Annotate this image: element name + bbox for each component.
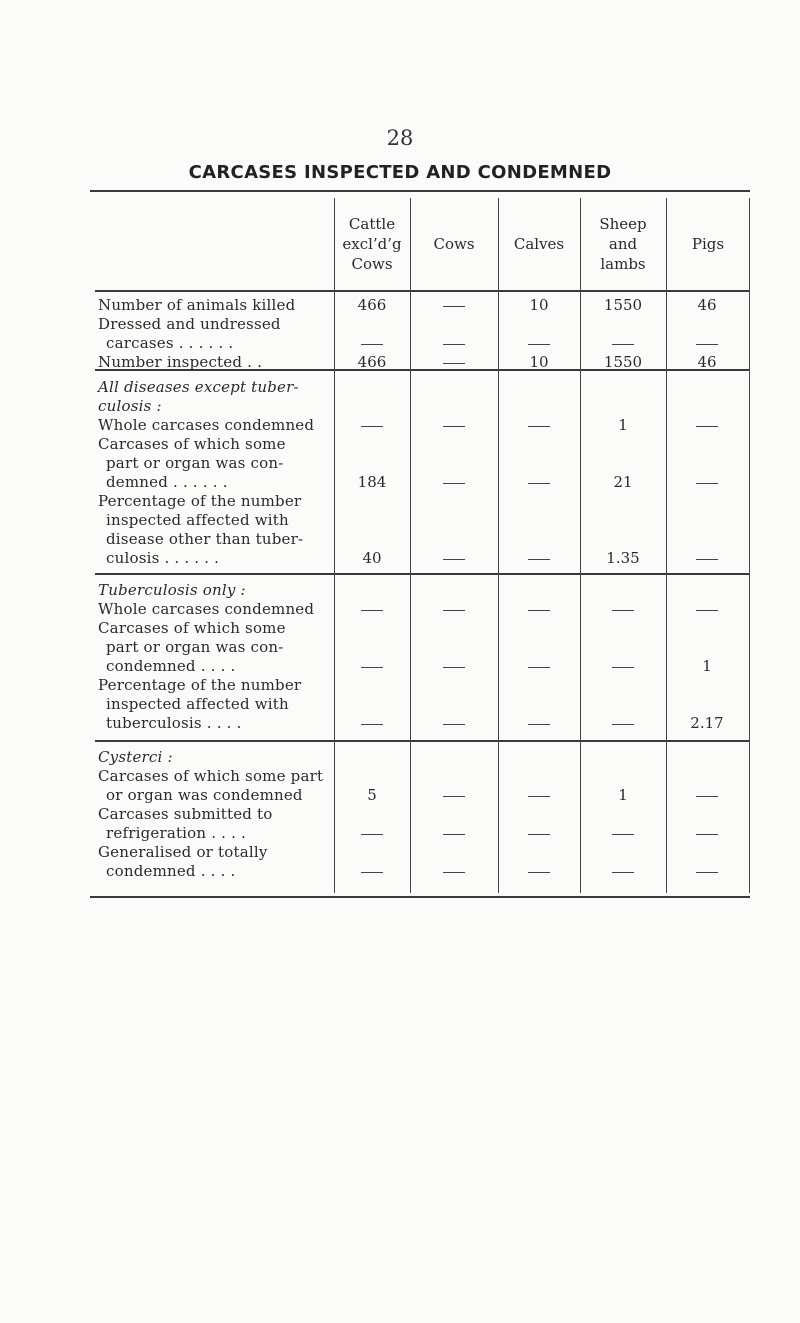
table-cell: 40 — [362, 549, 382, 567]
table-cell — [499, 714, 579, 733]
row-label: part or organ was con- — [106, 454, 284, 472]
table-cell — [583, 600, 663, 619]
empty-dash — [612, 667, 634, 668]
table-cell — [414, 824, 494, 843]
empty-dash — [443, 667, 465, 668]
column-rule-4 — [580, 198, 581, 893]
table-cell: 10 — [529, 296, 549, 314]
row-label: Carcases of which some — [98, 435, 286, 453]
row-label: culosis . . . . . . — [106, 549, 220, 567]
row-label: condemned . . . . — [106, 657, 236, 675]
table-cell — [667, 786, 747, 805]
page-title: CARCASES INSPECTED AND CONDEMNED — [188, 162, 612, 183]
column-header-line: excl’d’g — [342, 235, 402, 253]
empty-dash — [443, 559, 465, 560]
empty-dash — [528, 834, 550, 835]
empty-dash — [528, 483, 550, 484]
column-header-calves — [498, 198, 580, 290]
table-cell — [414, 862, 494, 881]
section-heading: culosis : — [98, 397, 162, 415]
table-cell — [667, 600, 747, 619]
table-cell: 184 — [357, 473, 387, 491]
table-cell — [499, 786, 579, 805]
column-header-line: Cows — [351, 255, 393, 273]
column-header-cows — [410, 198, 498, 290]
empty-dash — [528, 426, 550, 427]
page-number: 28 — [386, 126, 414, 150]
table-cell — [414, 549, 494, 568]
table-cell — [583, 862, 663, 881]
table-cell — [499, 862, 579, 881]
table-cell — [583, 824, 663, 843]
table-cell — [667, 416, 747, 435]
row-label: Number inspected . . — [98, 353, 263, 371]
row-label: or organ was condemned — [106, 786, 303, 804]
table-cell — [332, 862, 412, 881]
row-label: disease other than tuber- — [106, 530, 304, 548]
table-cell — [667, 862, 747, 881]
table-cell — [583, 657, 663, 676]
table-cell — [414, 657, 494, 676]
empty-dash — [612, 872, 634, 873]
column-header-pigs — [666, 198, 750, 290]
table-cell — [499, 657, 579, 676]
table-cell: 466 — [357, 296, 387, 314]
empty-dash — [443, 724, 465, 725]
empty-dash — [696, 483, 718, 484]
row-label: Carcases of which some part — [98, 767, 324, 785]
section-heading: Cysterci : — [98, 748, 173, 766]
table-cell — [332, 657, 412, 676]
table-cell — [667, 549, 747, 568]
empty-dash — [528, 667, 550, 668]
table-top-rule — [90, 190, 750, 192]
column-header-sheep — [580, 198, 666, 290]
table-cell: 1 — [618, 416, 628, 434]
empty-dash — [361, 426, 383, 427]
empty-dash — [696, 426, 718, 427]
table-cell — [583, 714, 663, 733]
empty-dash — [528, 344, 550, 345]
table-cell — [414, 353, 494, 372]
table-cell — [499, 416, 579, 435]
table-cell — [332, 334, 412, 353]
empty-dash — [443, 872, 465, 873]
empty-dash — [528, 724, 550, 725]
table-cell — [499, 824, 579, 843]
table-cell — [499, 549, 579, 568]
column-header-line: Cows — [433, 235, 475, 253]
column-rule-6 — [749, 198, 750, 893]
row-label: Generalised or totally — [98, 843, 268, 861]
row-label: Whole carcases condemned — [98, 600, 315, 618]
row-label: Carcases submitted to — [98, 805, 273, 823]
column-header-cattle — [334, 198, 410, 290]
section-heading: Tuberculosis only : — [98, 581, 246, 599]
table-cell — [414, 714, 494, 733]
table-cell — [332, 714, 412, 733]
table-cell: 1 — [702, 657, 712, 675]
section-2-labels — [98, 378, 333, 568]
column-header-line: Calves — [513, 235, 565, 253]
row-label: Dressed and undressed — [98, 315, 281, 333]
empty-dash — [612, 834, 634, 835]
table-cell — [583, 334, 663, 353]
empty-dash — [696, 559, 718, 560]
empty-dash — [612, 610, 634, 611]
table-cell: 1550 — [603, 296, 643, 314]
empty-dash — [443, 483, 465, 484]
empty-dash — [361, 344, 383, 345]
empty-dash — [528, 872, 550, 873]
empty-dash — [612, 724, 634, 725]
section-3-labels — [98, 581, 333, 733]
empty-dash — [443, 834, 465, 835]
table-cell — [332, 600, 412, 619]
table-cell: 1 — [618, 786, 628, 804]
row-label: Whole carcases condemned — [98, 416, 315, 434]
table-cell: 1.35 — [606, 549, 640, 567]
empty-dash — [443, 426, 465, 427]
table-cell — [414, 786, 494, 805]
table-cell — [499, 473, 579, 492]
empty-dash — [696, 610, 718, 611]
section-1-labels — [98, 296, 333, 372]
empty-dash — [443, 610, 465, 611]
table-cell: 46 — [697, 353, 717, 371]
row-label: Number of animals killed — [98, 296, 296, 314]
table-cell: 1550 — [603, 353, 643, 371]
table-cell: 5 — [367, 786, 377, 804]
table-cell — [414, 296, 494, 315]
section-4-labels — [98, 748, 333, 881]
section-heading: All diseases except tuber- — [98, 378, 299, 396]
row-label: inspected affected with — [106, 695, 289, 713]
empty-dash — [443, 306, 465, 307]
row-label: Percentage of the number — [98, 676, 302, 694]
empty-dash — [443, 344, 465, 345]
carcases-table — [90, 190, 750, 902]
row-label: part or organ was con- — [106, 638, 284, 656]
table-cell: 46 — [697, 296, 717, 314]
table-cell — [332, 416, 412, 435]
column-header-line: and — [608, 235, 638, 253]
row-label: demned . . . . . . — [106, 473, 228, 491]
empty-dash — [443, 796, 465, 797]
column-header-line: lambs — [600, 255, 646, 273]
empty-dash — [612, 344, 634, 345]
column-header-line: Sheep — [599, 215, 647, 233]
empty-dash — [696, 796, 718, 797]
table-cell: 466 — [357, 353, 387, 371]
header-rule — [95, 290, 750, 292]
section-rule-2 — [95, 573, 750, 575]
empty-dash — [443, 363, 465, 364]
empty-dash — [696, 834, 718, 835]
row-label: carcases . . . . . . — [106, 334, 234, 352]
table-cell: 2.17 — [690, 714, 724, 732]
row-label: Carcases of which some — [98, 619, 286, 637]
empty-dash — [696, 344, 718, 345]
column-header-line: Pigs — [691, 235, 725, 253]
empty-dash — [361, 667, 383, 668]
table-cell — [499, 600, 579, 619]
empty-dash — [696, 872, 718, 873]
column-header-line: Cattle — [348, 215, 396, 233]
table-cell — [499, 334, 579, 353]
table-cell: 10 — [529, 353, 549, 371]
table-cell: 21 — [613, 473, 633, 491]
table-cell — [414, 334, 494, 353]
empty-dash — [528, 559, 550, 560]
table-cell — [414, 600, 494, 619]
empty-dash — [361, 834, 383, 835]
table-cell — [667, 824, 747, 843]
table-cell — [332, 824, 412, 843]
empty-dash — [361, 872, 383, 873]
table-cell — [667, 473, 747, 492]
table-cell — [667, 334, 747, 353]
empty-dash — [528, 610, 550, 611]
empty-dash — [361, 610, 383, 611]
empty-dash — [361, 724, 383, 725]
row-label: inspected affected with — [106, 511, 289, 529]
section-rule-3 — [95, 740, 750, 742]
row-label: tuberculosis . . . . — [106, 714, 242, 732]
empty-dash — [528, 796, 550, 797]
row-label: Percentage of the number — [98, 492, 302, 510]
row-label: refrigeration . . . . — [106, 824, 247, 842]
table-cell — [414, 473, 494, 492]
table-bottom-rule — [90, 896, 750, 898]
table-cell — [414, 416, 494, 435]
row-label: condemned . . . . — [106, 862, 236, 880]
